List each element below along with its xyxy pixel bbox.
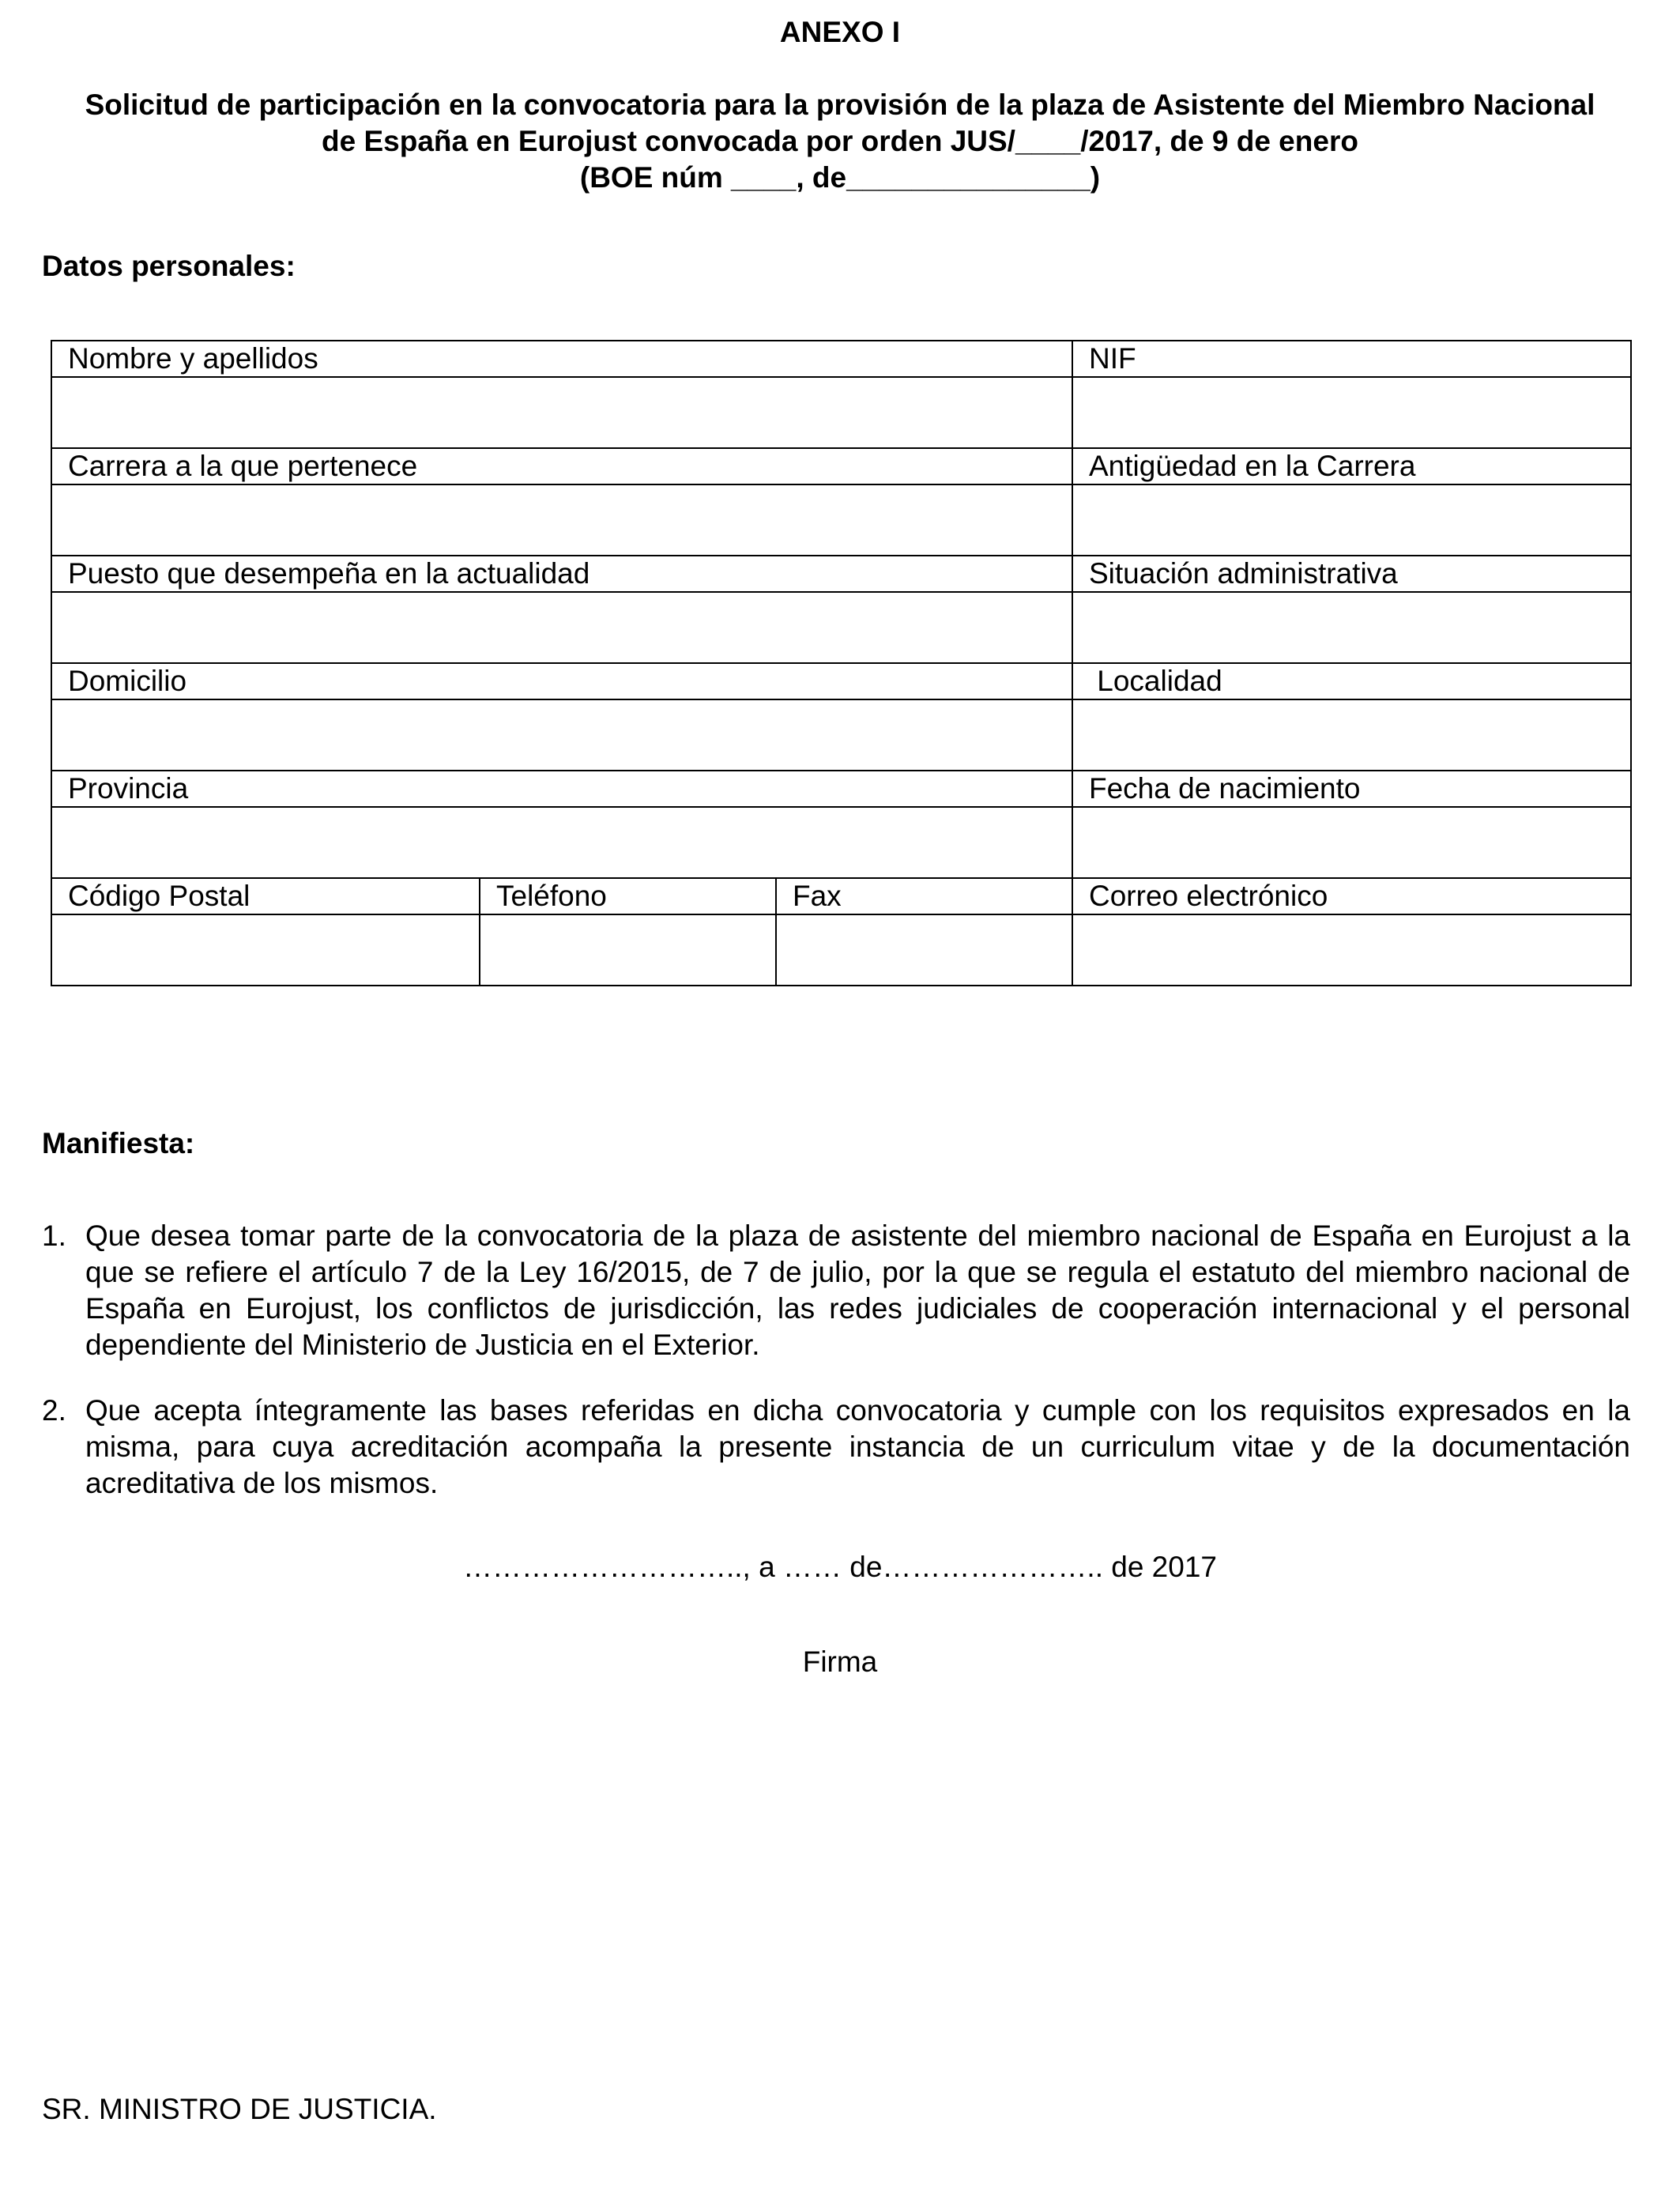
- field-fax[interactable]: [776, 914, 1072, 986]
- field-antiguedad[interactable]: [1072, 484, 1631, 556]
- label-carrera: Carrera a la que pertenece: [51, 448, 1072, 484]
- request-title-line-3: (BOE núm ____, de_______________): [579, 161, 1101, 194]
- place-date-line: ……………………….., a …… de………………….. de 2017: [463, 1551, 1217, 1583]
- manifiesta-heading: Manifiesta:: [42, 1127, 195, 1159]
- field-correo[interactable]: [1072, 914, 1631, 986]
- field-nombre[interactable]: [51, 377, 1072, 448]
- label-puesto: Puesto que desempeña en la actualidad: [51, 556, 1072, 592]
- item-text: Que acepta íntegramente las bases referidas en dicha convocatoria y cumple con los requisitos expresados en la misma, para cuya acreditación acompaña la presente instancia de un curriculum vitae y de la documentación acreditativa de los mismos.: [85, 1394, 1630, 1499]
- label-situacion: Situación administrativa: [1072, 556, 1631, 592]
- label-correo: Correo electrónico: [1072, 878, 1631, 914]
- request-title-line-1: Solicitud de participación en la convocatoria para la provisión de la plaza de Asistente del Miembro Nacional: [85, 89, 1595, 121]
- field-carrera[interactable]: [51, 484, 1072, 556]
- annex-title: ANEXO I: [779, 16, 901, 48]
- field-fecha-nacimiento[interactable]: [1072, 807, 1631, 878]
- addressee: SR. MINISTRO DE JUSTICIA.: [42, 2093, 437, 2125]
- label-localidad: Localidad: [1072, 663, 1631, 699]
- label-telefono: Teléfono: [480, 878, 776, 914]
- request-title-line-2: de España en Eurojust convocada por orden JUS/____/2017, de 9 de enero: [322, 125, 1358, 157]
- personal-data-form: [51, 340, 1632, 986]
- label-codigo-postal: Código Postal: [51, 878, 480, 914]
- item-number: 1.: [42, 1220, 66, 1252]
- label-antiguedad: Antigüedad en la Carrera: [1072, 448, 1631, 484]
- field-telefono[interactable]: [480, 914, 776, 986]
- manifiesta-item: [42, 1393, 1630, 1502]
- signature-label: Firma: [802, 1646, 878, 1678]
- field-nif[interactable]: [1072, 377, 1631, 448]
- field-provincia[interactable]: [51, 807, 1072, 878]
- field-codigo-postal[interactable]: [51, 914, 480, 986]
- item-number: 2.: [42, 1394, 66, 1427]
- manifiesta-item: [42, 1218, 1630, 1363]
- label-domicilio: Domicilio: [51, 663, 1072, 699]
- field-puesto[interactable]: [51, 592, 1072, 663]
- label-nombre: Nombre y apellidos: [51, 341, 1072, 377]
- field-situacion[interactable]: [1072, 592, 1631, 663]
- label-fecha-nacimiento: Fecha de nacimiento: [1072, 771, 1631, 807]
- field-localidad[interactable]: [1072, 699, 1631, 771]
- label-provincia: Provincia: [51, 771, 1072, 807]
- item-text: Que desea tomar parte de la convocatoria de la plaza de asistente del miembro nacional de España en Eurojust a la que se refiere el artículo 7 de la Ley 16/2015, de 7 de julio, por la que se regula el estatuto del miembro nacional de España en Eurojust, los conflictos de jurisdicción, las redes judiciales de cooperación internacional y el personal dependiente del Ministerio de Justicia en el Exterior.: [85, 1220, 1630, 1361]
- label-nif: NIF: [1072, 341, 1631, 377]
- field-domicilio[interactable]: [51, 699, 1072, 771]
- label-fax: Fax: [776, 878, 1072, 914]
- personal-data-heading: Datos personales:: [42, 250, 296, 282]
